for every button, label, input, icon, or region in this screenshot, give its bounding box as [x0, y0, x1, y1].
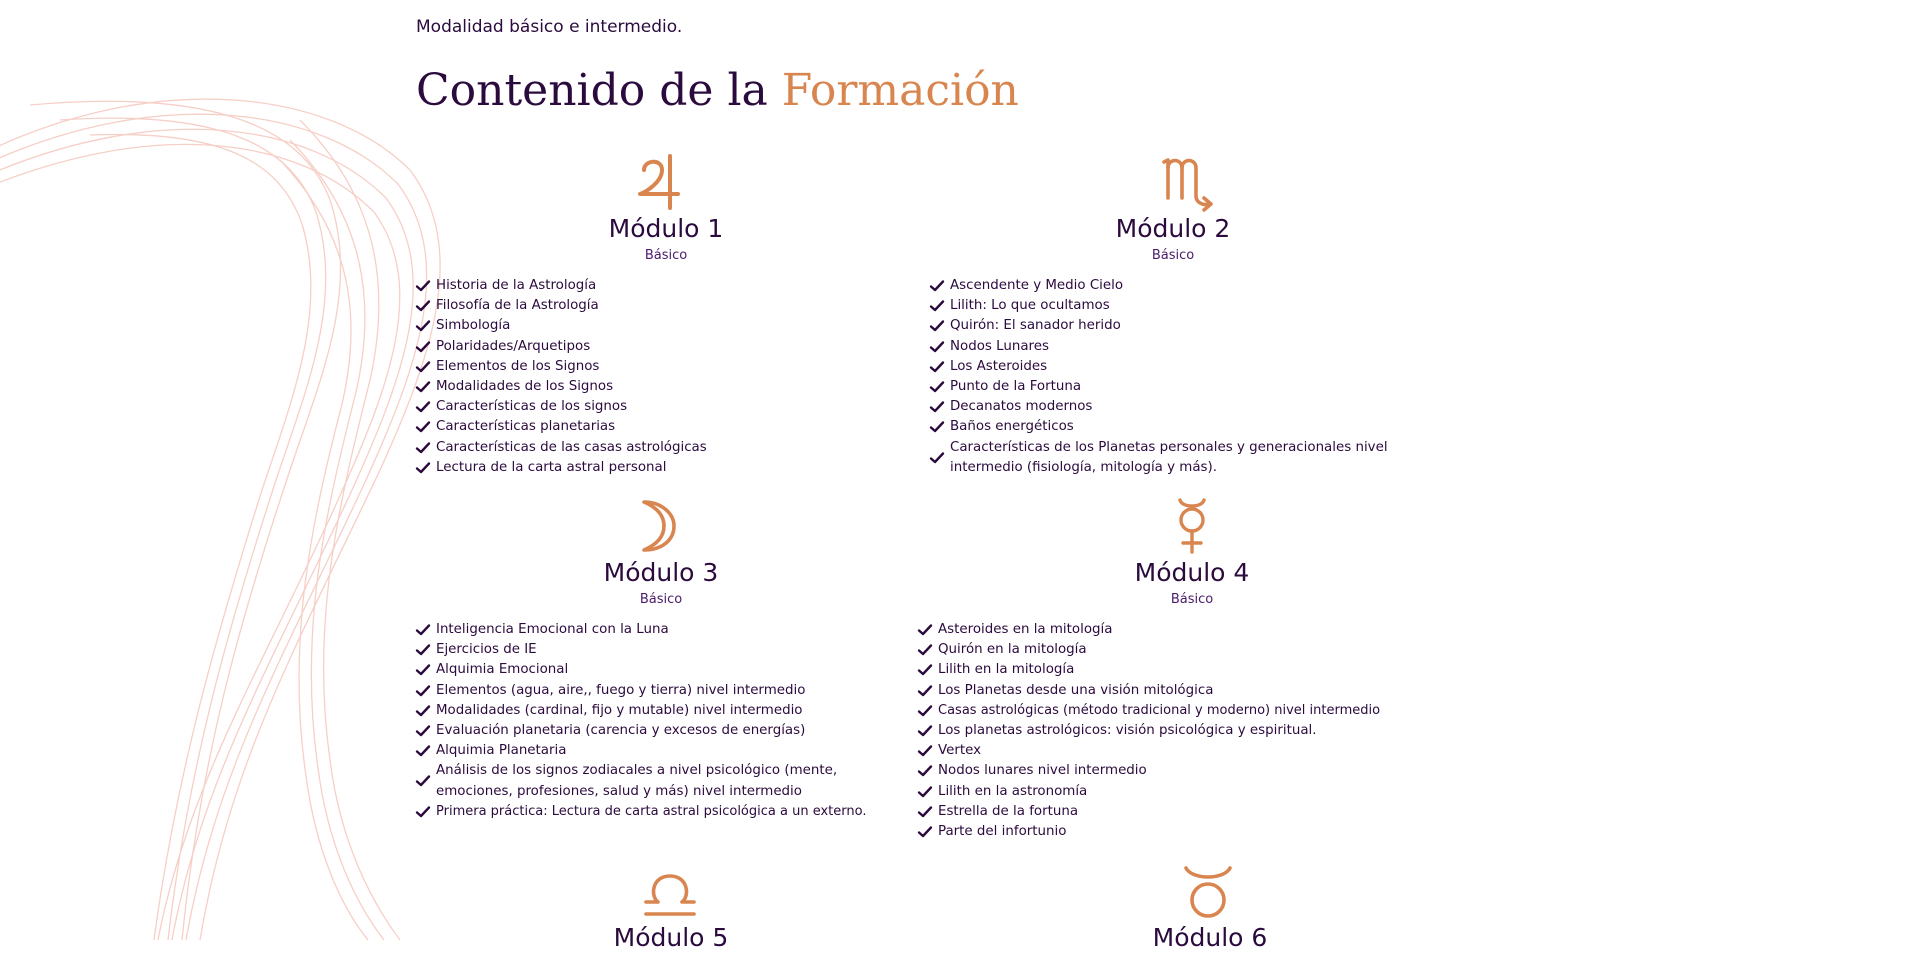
- module-1-list: [416, 276, 876, 478]
- mercury-icon: [1162, 496, 1222, 556]
- list-item: [416, 316, 876, 336]
- list-item: [930, 316, 1410, 336]
- list-item: [918, 620, 1414, 640]
- list-item: [416, 458, 876, 478]
- libra-icon: [640, 862, 700, 922]
- module-4-list: [918, 620, 1414, 842]
- list-item: [416, 721, 886, 741]
- check-icon: [918, 745, 932, 757]
- list-item: [416, 337, 876, 357]
- list-item-text: Primera práctica: Lectura de carta astral psicológica a un externo.: [436, 803, 867, 819]
- list-item: [930, 357, 1410, 377]
- list-item-text: Quirón: El sanador herido: [950, 318, 1121, 334]
- list-item-text: Lilith en la astronomía: [938, 783, 1088, 799]
- list-item: [416, 741, 886, 761]
- list-item-text: Los Asteroides: [950, 358, 1048, 374]
- list-item-text: Polaridades/Arquetipos: [436, 338, 591, 354]
- list-item-text: Elementos de los Signos: [436, 358, 600, 374]
- check-icon: [930, 361, 944, 373]
- module-3-level: Básico: [639, 592, 683, 607]
- list-item: [918, 721, 1414, 741]
- check-icon: [930, 452, 944, 464]
- check-icon: [918, 765, 932, 777]
- check-icon: [416, 442, 430, 454]
- list-item-text: Lectura de la carta astral personal: [436, 459, 667, 475]
- list-item: [918, 741, 1414, 761]
- check-icon: [416, 280, 430, 292]
- section-title: [416, 62, 1019, 120]
- list-item-text: Lilith en la mitología: [938, 662, 1075, 678]
- list-item-text: Inteligencia Emocional con la Luna: [436, 622, 669, 637]
- list-item-text: Características de los Planetas personales y generacionales nivel intermedio (fisiología, mitología y más).: [950, 439, 1388, 475]
- check-icon: [930, 320, 944, 332]
- list-item: [918, 761, 1414, 781]
- list-item: [918, 701, 1414, 721]
- list-item: [930, 296, 1410, 316]
- check-icon: [416, 664, 430, 676]
- list-item: [930, 438, 1410, 478]
- module-1-title: Módulo 1: [608, 214, 724, 243]
- list-item-text: Modalidades de los Signos: [436, 379, 614, 395]
- section-title-accent: Formación: [781, 65, 1019, 116]
- check-icon: [416, 361, 430, 373]
- list-item: [416, 417, 876, 437]
- check-icon: [416, 745, 430, 757]
- list-item-text: Simbología: [436, 318, 511, 334]
- check-icon: [416, 644, 430, 656]
- list-item-text: Los planetas astrológicos: visión psicológica y espiritual.: [938, 723, 1317, 739]
- check-icon: [416, 705, 430, 717]
- list-item: [416, 802, 886, 822]
- check-icon: [918, 664, 932, 676]
- check-icon: [416, 685, 430, 697]
- list-item: [416, 660, 886, 680]
- list-item: [416, 620, 886, 640]
- list-item-text: Filosofía de la Astrología: [436, 298, 599, 314]
- check-icon: [416, 401, 430, 413]
- list-item: [918, 681, 1414, 701]
- check-icon: [930, 300, 944, 312]
- list-item: [416, 357, 876, 377]
- list-item: [930, 337, 1410, 357]
- list-item-text: Características de las casas astrológicas: [436, 439, 707, 455]
- check-icon: [416, 300, 430, 312]
- list-item-text: Vertex: [938, 743, 982, 759]
- list-item-text: Elementos (agua, aire,, fuego y tierra) nivel intermedio: [436, 682, 806, 698]
- check-icon: [930, 381, 944, 393]
- check-icon: [918, 826, 932, 838]
- section-title-main: Contenido de la: [416, 65, 782, 116]
- check-icon: [416, 341, 430, 353]
- list-item-text: Características planetarias: [436, 419, 616, 435]
- check-icon: [918, 685, 932, 697]
- list-item: [416, 377, 876, 397]
- list-item-text: Lilith: Lo que ocultamos: [950, 298, 1110, 314]
- list-item: [930, 417, 1410, 437]
- module-2-title: Módulo 2: [1115, 214, 1231, 243]
- check-icon: [416, 320, 430, 332]
- list-item-text: Modalidades (cardinal, fijo y mutable) nivel intermedio: [436, 702, 803, 718]
- check-icon: [416, 381, 430, 393]
- list-item-text: Nodos lunares nivel intermedio: [938, 763, 1147, 779]
- check-icon: [930, 341, 944, 353]
- list-item-text: Punto de la Fortuna: [950, 379, 1082, 395]
- module-3-list: [416, 620, 886, 822]
- module-4-level: Básico: [1170, 592, 1214, 607]
- check-icon: [416, 725, 430, 737]
- scorpio-icon: [1158, 152, 1218, 212]
- list-item-text: Baños energéticos: [950, 419, 1074, 435]
- check-icon: [930, 280, 944, 292]
- module-5-title: Módulo 5: [613, 923, 729, 952]
- list-item-text: Características de los signos: [436, 399, 628, 415]
- check-icon: [918, 624, 932, 636]
- list-item-text: Casas astrológicas (método tradicional y moderno) nivel intermedio: [938, 702, 1381, 718]
- list-item: [930, 397, 1410, 417]
- list-item: [416, 276, 876, 296]
- check-icon: [918, 644, 932, 656]
- jupiter-icon: [630, 152, 690, 212]
- list-item: [416, 640, 886, 660]
- check-icon: [918, 705, 932, 717]
- check-icon: [416, 421, 430, 433]
- list-item: [918, 660, 1414, 680]
- list-item: [416, 296, 876, 316]
- list-item: [918, 782, 1414, 802]
- list-item: [930, 276, 1410, 296]
- check-icon: [918, 725, 932, 737]
- module-2-list: [930, 276, 1410, 478]
- list-item-text: Alquimia Planetaria: [436, 743, 567, 759]
- check-icon: [416, 775, 430, 787]
- check-icon: [416, 462, 430, 474]
- list-item-text: Los Planetas desde una visión mitológica: [938, 682, 1214, 698]
- check-icon: [416, 806, 430, 818]
- list-item-text: Análisis de los signos zodiacales a nivel psicológico (mente, emociones, profesiones, salud y más) nivel intermedio: [436, 763, 838, 799]
- list-item-text: Decanatos modernos: [950, 399, 1093, 415]
- module-6-title: Módulo 6: [1152, 923, 1268, 952]
- list-item: [918, 822, 1414, 842]
- check-icon: [930, 421, 944, 433]
- list-item: [416, 761, 886, 801]
- taurus-icon: [1178, 862, 1238, 922]
- module-2-level: Básico: [1151, 248, 1195, 263]
- list-item-text: Ascendente y Medio Cielo: [950, 278, 1124, 293]
- list-item-text: Historia de la Astrología: [436, 278, 597, 293]
- list-item: [918, 640, 1414, 660]
- list-item-text: Alquimia Emocional: [436, 662, 569, 678]
- module-1-level: Básico: [644, 248, 688, 263]
- list-item-text: Evaluación planetaria (carencia y excesos de energías): [436, 723, 806, 739]
- list-item: [930, 377, 1410, 397]
- check-icon: [930, 401, 944, 413]
- list-item-text: Quirón en la mitología: [938, 642, 1087, 658]
- check-icon: [918, 786, 932, 798]
- modality-text: Modalidad básico e intermedio.: [416, 17, 683, 37]
- list-item: [416, 701, 886, 721]
- list-item-text: Parte del infortunio: [938, 824, 1067, 840]
- moon-icon: [622, 496, 682, 556]
- module-3-title: Módulo 3: [603, 558, 719, 587]
- list-item: [416, 681, 886, 701]
- list-item: [416, 397, 876, 417]
- check-icon: [416, 624, 430, 636]
- list-item-text: Asteroides en la mitología: [938, 622, 1113, 637]
- check-icon: [918, 806, 932, 818]
- list-item-text: Ejercicios de IE: [436, 642, 537, 658]
- list-item-text: Nodos Lunares: [950, 338, 1049, 354]
- list-item: [416, 438, 876, 458]
- list-item: [918, 802, 1414, 822]
- list-item-text: Estrella de la fortuna: [938, 803, 1079, 819]
- module-4-title: Módulo 4: [1134, 558, 1250, 587]
